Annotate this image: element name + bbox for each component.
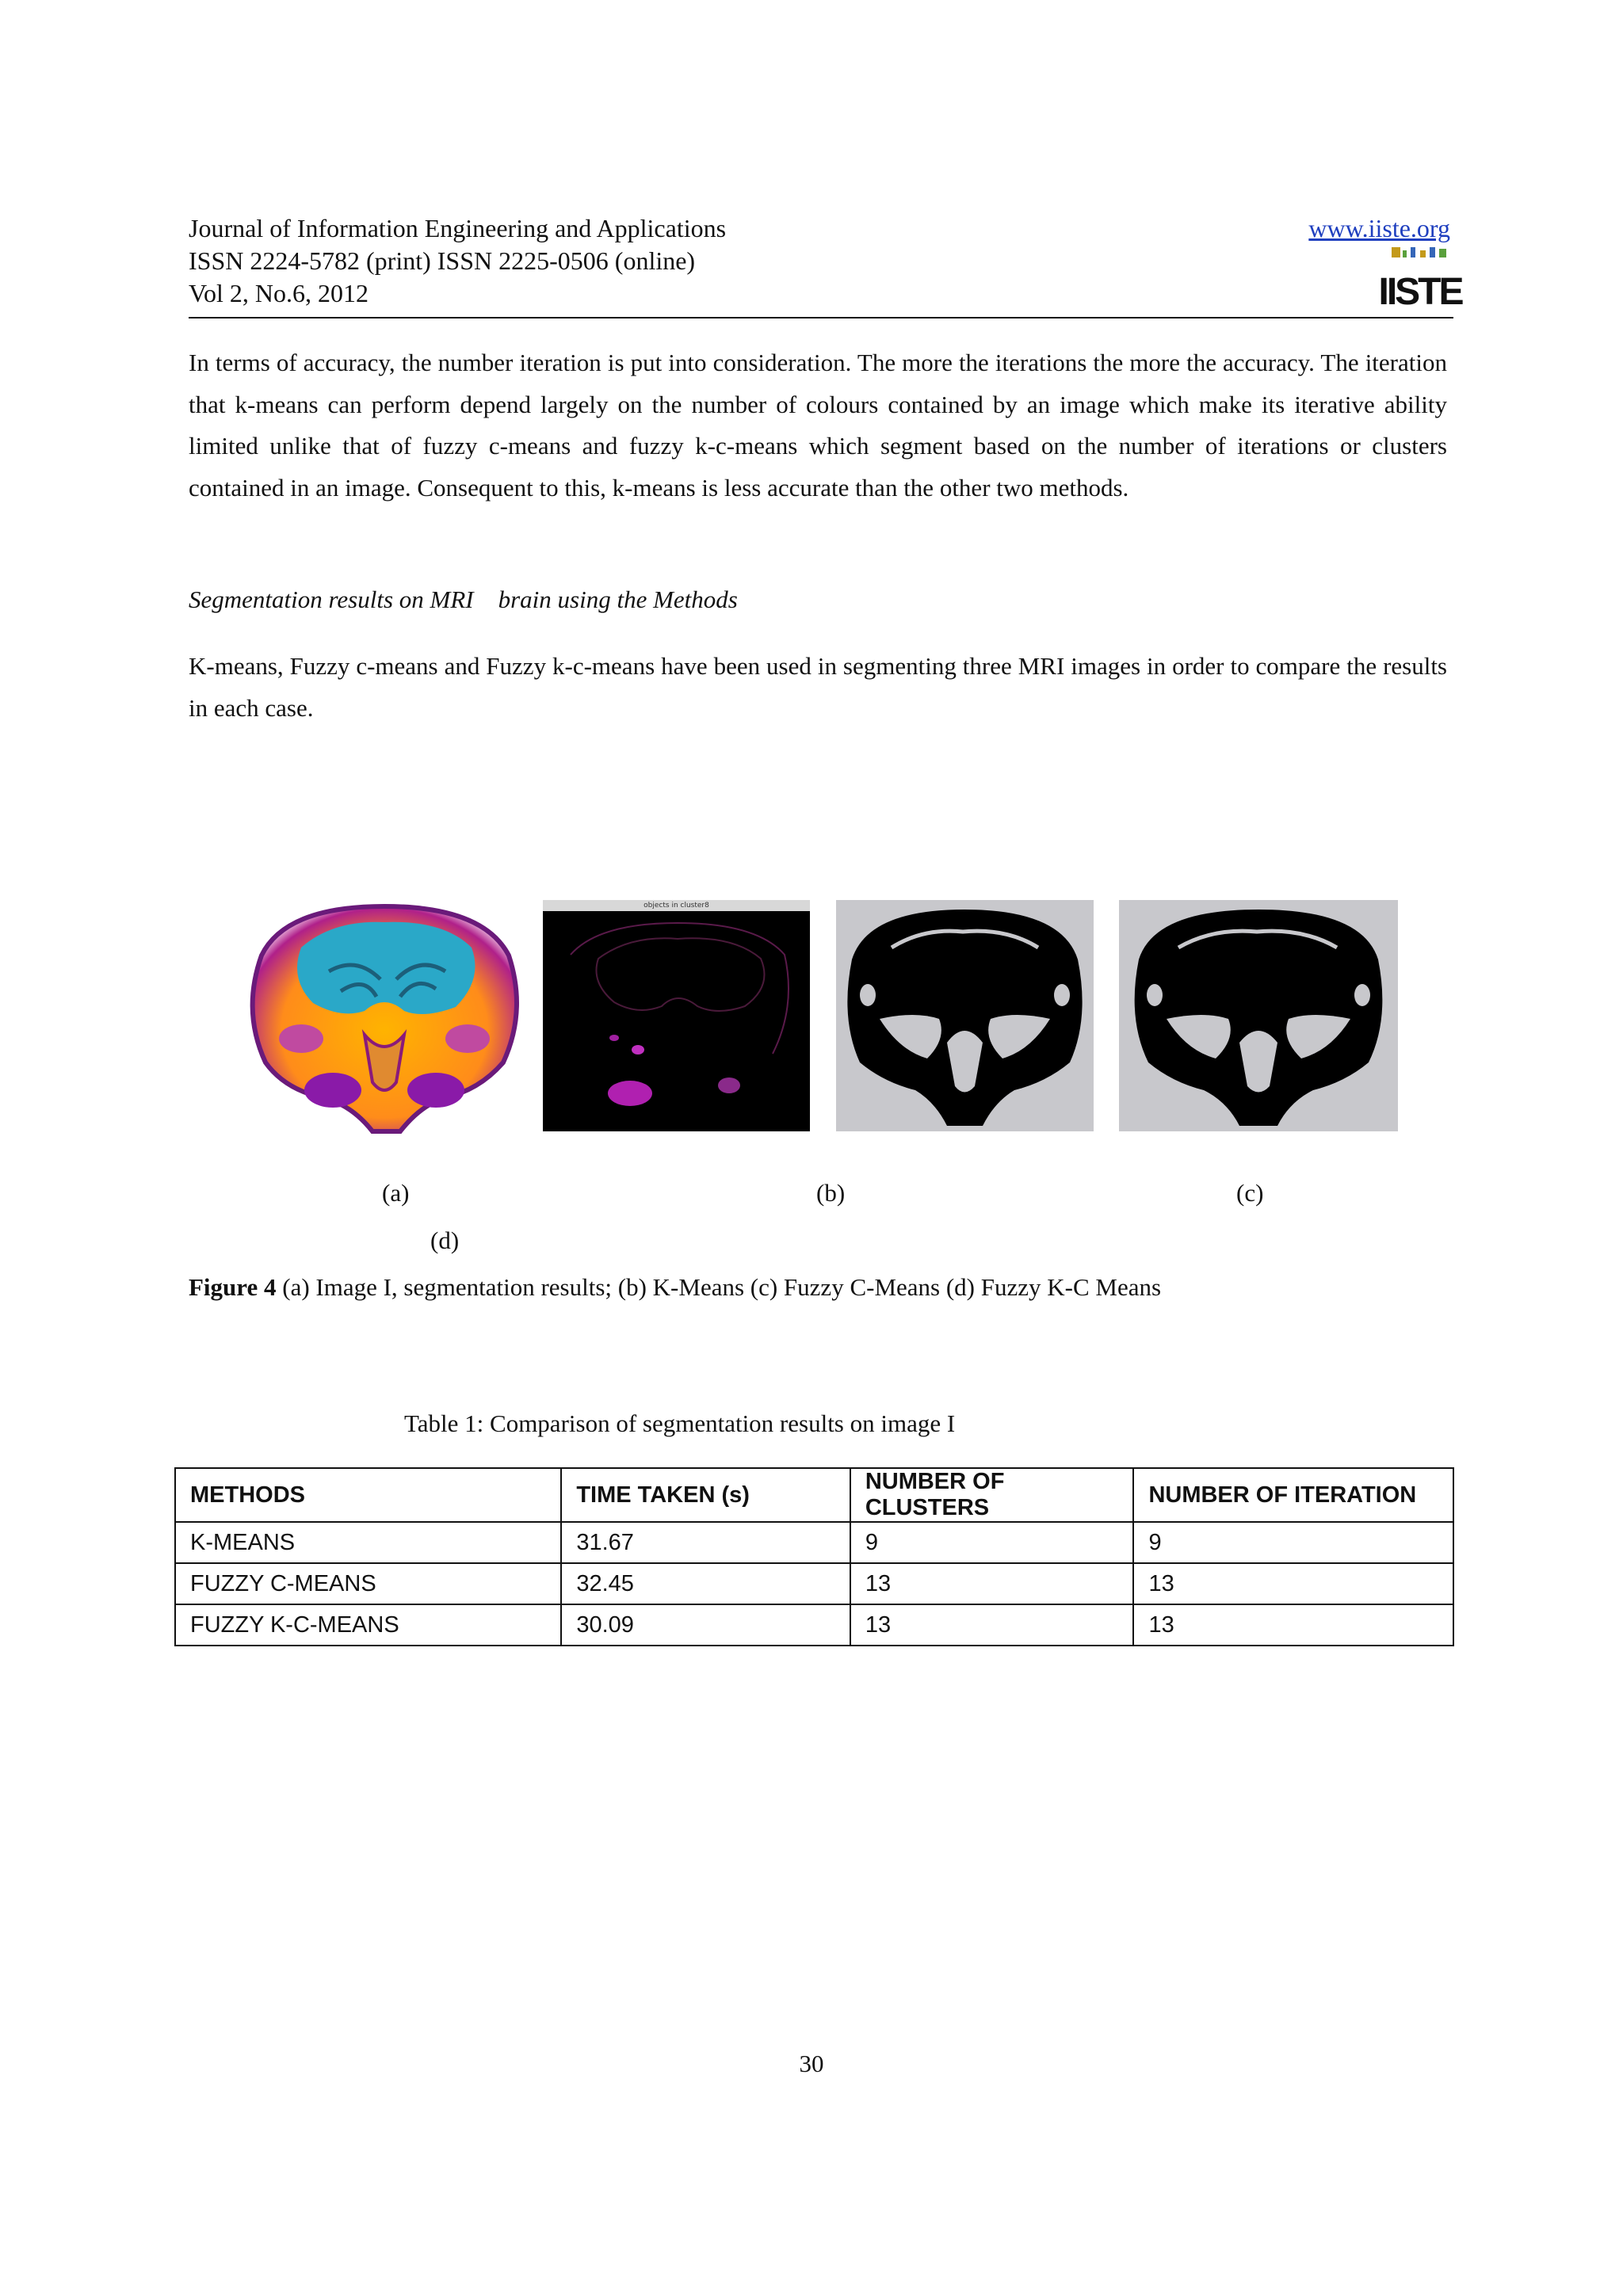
header-methods: METHODS [175, 1468, 561, 1522]
cell-time: 32.45 [561, 1563, 850, 1604]
label-d: (d) [430, 1226, 460, 1254]
cell-method: FUZZY C-MEANS [175, 1563, 561, 1604]
header-iterations: NUMBER OF ITERATION [1133, 1468, 1453, 1522]
journal-title: Journal of Information Engineering and Applications [189, 214, 727, 242]
logo-text: IISTE [1378, 271, 1462, 313]
cell-time: 31.67 [561, 1522, 850, 1563]
panel-b-title: objects in cluster8 [543, 900, 810, 911]
figure-caption-text: (a) Image I, segmentation results; (b) K-Means (c) Fuzzy C-Means (d) Fuzzy K-C Means [276, 1273, 1162, 1301]
website-link[interactable]: www.iiste.org [1308, 214, 1450, 242]
cell-iterations: 9 [1133, 1522, 1453, 1563]
cell-clusters: 13 [850, 1563, 1134, 1604]
label-c: (c) [1236, 1179, 1264, 1207]
label-a: (a) [382, 1179, 410, 1207]
volume: Vol 2, No.6, 2012 [189, 279, 369, 307]
table-row [175, 1563, 1453, 1604]
table-title: Table 1: Comparison of segmentation results on image I [404, 1409, 956, 1437]
header-clusters: NUMBER OF CLUSTERS [850, 1468, 1134, 1522]
cell-time: 30.09 [561, 1604, 850, 1646]
figure-caption [189, 1272, 1161, 1303]
comparison-table [174, 1467, 1454, 1646]
page-number: 30 [799, 2050, 824, 2077]
issn: ISSN 2224-5782 (print) ISSN 2225-0506 (online) [189, 246, 696, 275]
cell-clusters: 9 [850, 1522, 1134, 1563]
cell-iterations: 13 [1133, 1604, 1453, 1646]
paragraph-accuracy: In terms of accuracy, the number iteration is put into consideration. The more the iterations the more the accuracy. The iteration that k-means can perform depend largely on the number of colours contained by an image which make its iterative ability limited unlike that of fuzzy c-means and fuzzy k-c-means which segment based on the number of iterations or clusters contained in an image. Consequent to this, k-means is less accurate than the other two methods. [189, 349, 1447, 502]
header-rule [189, 317, 1453, 318]
paragraph-methods: K-means, Fuzzy c-means and Fuzzy k-c-means have been used in segmenting three MRI images in order to compare the results in each case. [189, 652, 1447, 722]
cell-iterations: 13 [1133, 1563, 1453, 1604]
cell-method: FUZZY K-C-MEANS [175, 1604, 561, 1646]
fuzzy-cmeans-result-image [836, 900, 1094, 1131]
section-subheading: Segmentation results on MRI brain using the Methods [189, 585, 738, 613]
figure-caption-number: Figure 4 [189, 1273, 277, 1301]
fuzzy-kcmeans-result-image [1119, 900, 1398, 1131]
table-header-row [175, 1468, 1453, 1522]
kmeans-result-image [543, 900, 810, 1131]
iiste-logo [1378, 244, 1462, 313]
header-time: TIME TAKEN (s) [561, 1468, 850, 1522]
mri-original-image [238, 900, 531, 1131]
label-b: (b) [816, 1179, 846, 1207]
cell-method: K-MEANS [175, 1522, 561, 1563]
table-row [175, 1522, 1453, 1563]
table-row [175, 1604, 1453, 1646]
cell-clusters: 13 [850, 1604, 1134, 1646]
